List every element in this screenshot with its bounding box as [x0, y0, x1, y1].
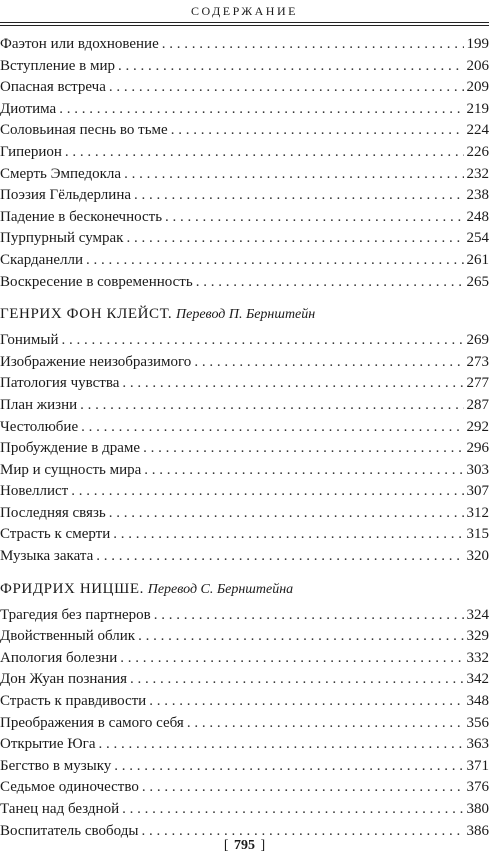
toc-entry-page: 199 — [466, 36, 489, 52]
section-translator: Перевод П. Бернштейн — [176, 307, 316, 323]
toc-entry-page: 380 — [466, 801, 489, 817]
toc-entry — [0, 777, 489, 799]
toc-entry-title: Гиперион — [0, 143, 62, 160]
toc-entry — [0, 524, 489, 546]
toc-leader-dots — [171, 120, 464, 142]
toc-entry — [0, 756, 489, 778]
toc-entry-page: 376 — [466, 779, 489, 796]
page-number-bracket-open: [ — [223, 838, 229, 853]
toc-entry-page: 287 — [466, 396, 489, 413]
toc-leader-dots — [109, 503, 464, 525]
toc-leader-dots — [138, 626, 463, 648]
toc-entry-title: Смерть Эмпедокла — [0, 165, 122, 182]
toc-entry-title: Дон Жуан познания — [0, 671, 128, 688]
toc-entry-page: 324 — [466, 606, 489, 623]
toc-entry — [0, 56, 489, 78]
toc-leader-dots — [142, 777, 464, 799]
toc-entry-page: 386 — [466, 822, 489, 839]
toc-leader-dots — [126, 228, 463, 250]
toc-entry — [0, 799, 489, 821]
toc-leader-dots — [59, 99, 463, 121]
page-number — [0, 836, 489, 856]
toc-entry — [0, 77, 489, 99]
toc-entry-title: Бегство в музыку — [0, 757, 112, 774]
toc-entry-title: Открытие Юга — [0, 736, 96, 753]
header-rule-top — [0, 22, 489, 23]
toc-leader-dots — [98, 734, 463, 756]
toc-entry — [0, 460, 489, 482]
toc-entry — [0, 164, 489, 186]
section-hoelderlin — [0, 34, 489, 293]
toc-entry-title: Соловьиная песнь во тьме — [0, 122, 168, 139]
toc-entry-title: Пурпурный сумрак — [0, 230, 124, 247]
toc-entry-page: 356 — [466, 714, 489, 731]
toc-entry — [0, 481, 489, 503]
toc-entry — [0, 713, 489, 735]
table-of-contents — [0, 34, 489, 842]
toc-leader-dots — [113, 524, 463, 546]
toc-leader-dots — [122, 799, 463, 821]
toc-leader-dots — [118, 56, 463, 78]
toc-leader-dots — [86, 250, 464, 272]
toc-entry — [0, 605, 489, 627]
toc-entry-title: Гонимый — [0, 332, 59, 349]
toc-entry — [0, 438, 489, 460]
toc-leader-dots — [65, 142, 464, 164]
toc-entry — [0, 734, 489, 756]
toc-entry — [0, 648, 489, 670]
toc-entry — [0, 503, 489, 525]
page-number-bracket-close: ] — [260, 838, 266, 853]
toc-entry — [0, 272, 489, 294]
toc-entry-title: Честолюбие — [0, 418, 79, 435]
toc-entry-page: 348 — [466, 693, 489, 710]
toc-entry-title: Страсть к смерти — [0, 526, 111, 543]
toc-leader-dots — [134, 185, 463, 207]
toc-entry — [0, 207, 489, 229]
section-kleist — [0, 330, 489, 568]
toc-entry — [0, 395, 489, 417]
toc-entry-page: 307 — [466, 483, 489, 500]
toc-entry-title: Падение в бесконечность — [0, 208, 163, 225]
toc-leader-dots — [122, 373, 463, 395]
page-number-value: 795 — [234, 838, 255, 853]
toc-entry-title: Опасная встреча — [0, 79, 106, 96]
toc-leader-dots — [120, 648, 463, 670]
section-heading-nietzsche — [0, 577, 489, 601]
toc-entry — [0, 330, 489, 352]
toc-leader-dots — [154, 605, 464, 627]
toc-entry — [0, 120, 489, 142]
toc-entry-title: Вступление в мир — [0, 57, 116, 74]
toc-entry — [0, 185, 489, 207]
toc-entry-title: План жизни — [0, 396, 78, 413]
toc-entry-title: Трагедия без партнеров — [0, 606, 151, 623]
toc-leader-dots — [162, 34, 464, 56]
section-nietzsche — [0, 605, 489, 843]
toc-leader-dots — [194, 352, 463, 374]
toc-entry — [0, 546, 489, 568]
toc-entry-title: Диотима — [0, 100, 57, 117]
toc-leader-dots — [143, 438, 463, 460]
section-author: ФРИДРИХ НИЦШЕ. — [0, 580, 144, 597]
toc-entry-page: 269 — [466, 332, 489, 349]
toc-entry-title: Новеллист — [0, 483, 69, 500]
toc-entry-page: 238 — [466, 187, 489, 204]
toc-entry-title: Последняя связь — [0, 504, 106, 521]
toc-entry-title: Музыка заката — [0, 548, 94, 565]
toc-entry-page: 315 — [466, 526, 489, 543]
toc-entry — [0, 228, 489, 250]
section-translator: Перевод С. Бернштейна — [147, 581, 294, 597]
toc-entry-page: 363 — [466, 736, 489, 753]
toc-entry-title: Поэзия Гёльдерлина — [0, 187, 132, 204]
toc-entry-page: 320 — [466, 548, 489, 565]
toc-entry-page: 312 — [466, 504, 489, 521]
toc-leader-dots — [114, 756, 463, 778]
toc-entry-page: 292 — [466, 418, 489, 435]
toc-entry-page: 296 — [466, 440, 489, 457]
toc-entry-page: 224 — [466, 122, 489, 139]
toc-entry-page: 206 — [466, 57, 489, 74]
toc-entry — [0, 669, 489, 691]
toc-leader-dots — [71, 481, 463, 503]
toc-entry — [0, 34, 489, 56]
toc-leader-dots — [144, 460, 463, 482]
toc-leader-dots — [81, 417, 463, 439]
toc-entry — [0, 352, 489, 374]
toc-entry-page: 232 — [466, 165, 489, 182]
header-rule-bottom — [0, 25, 489, 26]
toc-leader-dots — [149, 691, 463, 713]
running-title: СОДЕРЖАНИЕ — [191, 4, 298, 18]
toc-entry — [0, 142, 489, 164]
toc-entry-title: Патология чувства — [0, 375, 120, 392]
toc-entry-page: 248 — [466, 208, 489, 225]
toc-leader-dots — [62, 330, 464, 352]
toc-entry-title: Воспитатель свободы — [0, 822, 139, 839]
toc-leader-dots — [130, 669, 463, 691]
toc-entry-title: Двойственный облик — [0, 628, 136, 645]
toc-entry-page: 209 — [466, 79, 489, 96]
toc-entry-title: Изображение неизобразимого — [0, 353, 192, 370]
toc-leader-dots — [196, 272, 464, 294]
toc-entry-title: Преображения в самого себя — [0, 714, 184, 731]
toc-entry — [0, 99, 489, 121]
toc-leader-dots — [165, 207, 463, 229]
section-heading-kleist — [0, 302, 489, 326]
toc-entry-title: Апология болезни — [0, 649, 118, 666]
toc-entry-page: 273 — [466, 353, 489, 370]
toc-entry-page: 277 — [466, 375, 489, 392]
toc-entry — [0, 250, 489, 272]
toc-leader-dots — [96, 546, 463, 568]
toc-entry — [0, 417, 489, 439]
toc-entry-page: 265 — [466, 273, 489, 290]
section-author: ГЕНРИХ ФОН КЛЕЙСТ. — [0, 306, 173, 323]
toc-leader-dots — [124, 164, 463, 186]
toc-entry-page: 303 — [466, 461, 489, 478]
toc-entry-page: 342 — [466, 671, 489, 688]
toc-entry-title: Скарданелли — [0, 251, 83, 268]
toc-entry-title: Седьмое одиночество — [0, 779, 139, 796]
toc-entry-page: 219 — [466, 100, 489, 117]
toc-entry-title: Фаэтон или вдохновение — [0, 36, 159, 52]
toc-leader-dots — [80, 395, 463, 417]
toc-leader-dots — [109, 77, 464, 99]
toc-entry — [0, 373, 489, 395]
toc-entry-title: Мир и сущность мира — [0, 461, 142, 478]
toc-entry-page: 332 — [466, 649, 489, 666]
toc-entry — [0, 691, 489, 713]
toc-entry-page: 371 — [466, 757, 489, 774]
toc-entry-title: Страсть к правдивости — [0, 693, 147, 710]
toc-entry-title: Танец над бездной — [0, 801, 120, 817]
toc-entry-page: 261 — [466, 251, 489, 268]
toc-entry-title: Пробуждение в драме — [0, 440, 141, 457]
toc-entry-page: 226 — [466, 143, 489, 160]
toc-entry-title: Воскресение в современность — [0, 273, 193, 290]
toc-leader-dots — [187, 713, 464, 735]
toc-entry — [0, 626, 489, 648]
toc-entry-page: 254 — [466, 230, 489, 247]
toc-entry-page: 329 — [466, 628, 489, 645]
